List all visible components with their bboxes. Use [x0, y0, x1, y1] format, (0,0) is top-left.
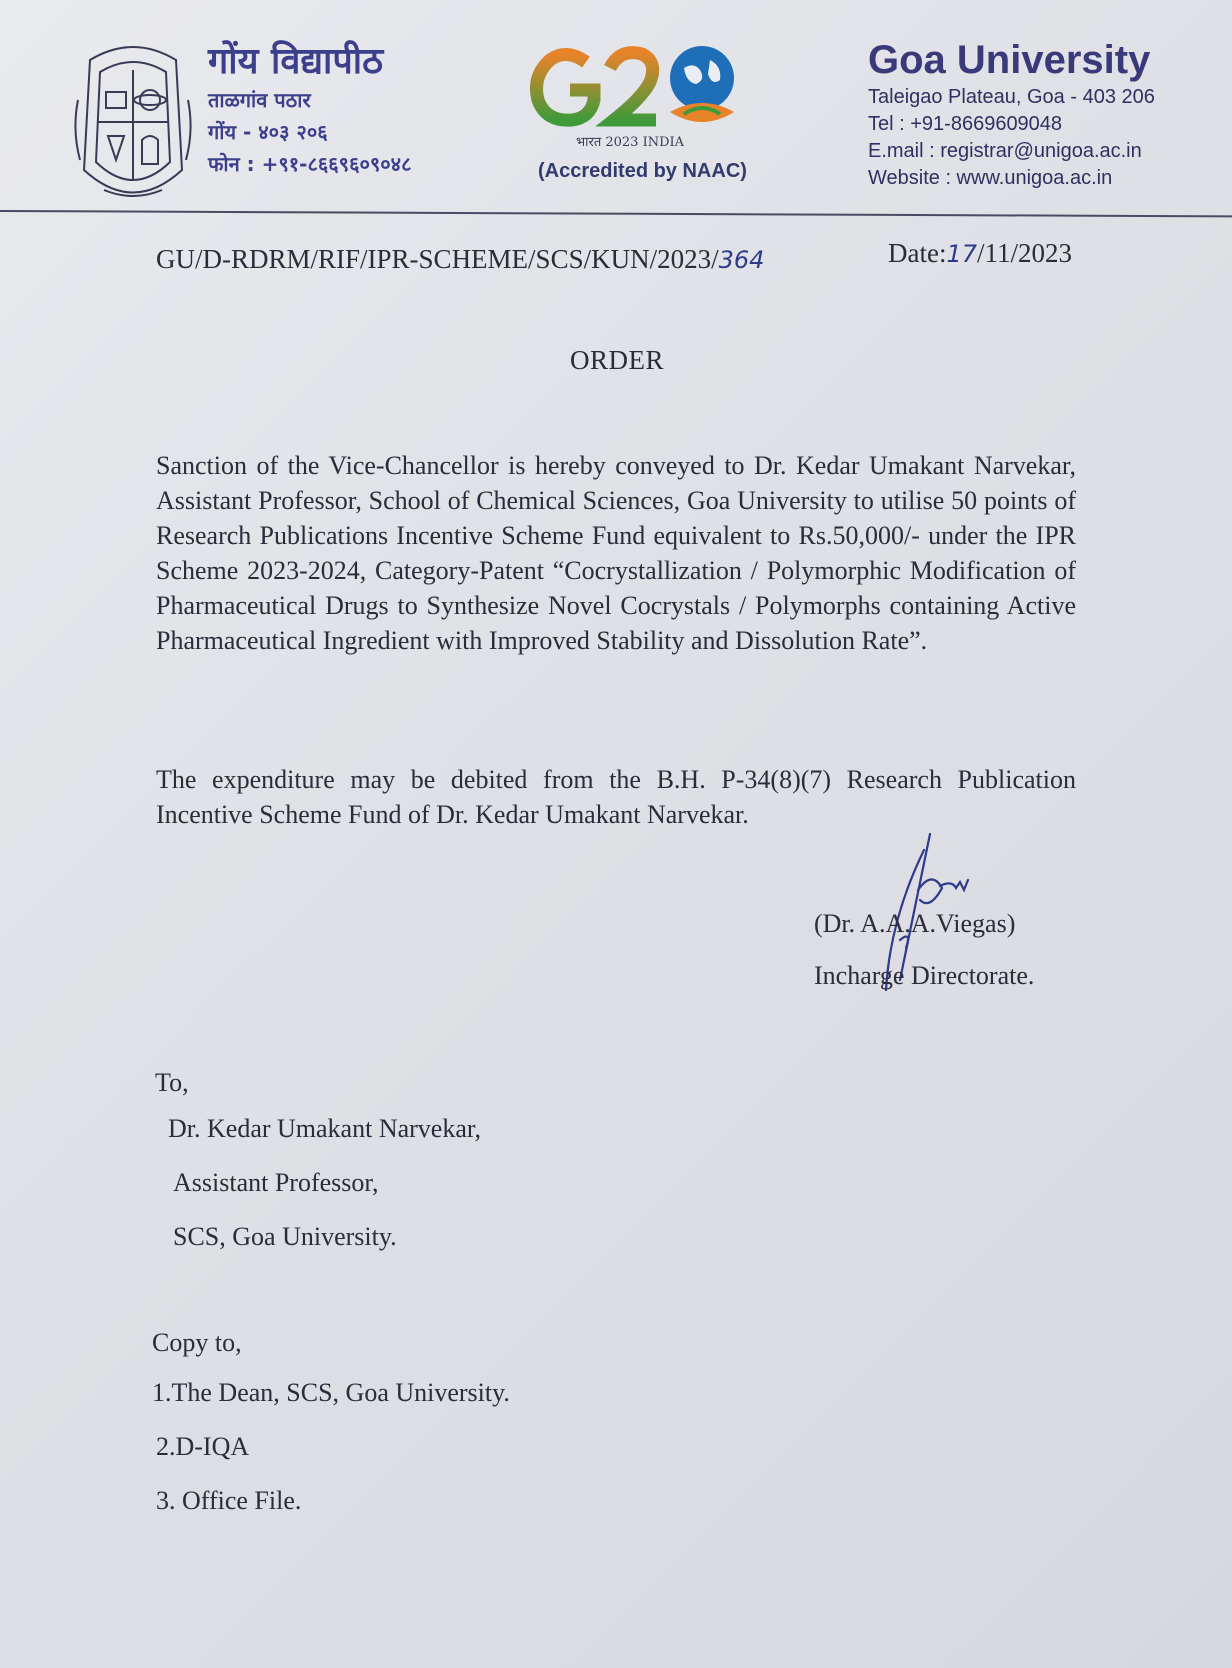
addressee-label: To,	[155, 1068, 189, 1097]
addressee-department: SCS, Goa University.	[173, 1222, 397, 1251]
date-label: Date:	[888, 238, 947, 268]
signatory-name: (Dr. A.A.A.Viegas)	[814, 909, 1016, 938]
university-email: E.mail : registrar@unigoa.ac.in	[868, 140, 1142, 162]
university-tel: Tel : +91-8669609048	[868, 113, 1063, 135]
signatory-designation: Incharge Directorate.	[814, 961, 1035, 990]
naac-accreditation: (Accredited by NAAC)	[538, 160, 747, 182]
marathi-pincode-line: गोंय - ४०३ २०६	[208, 120, 328, 144]
sanction-paragraph: Sanction of the Vice-Chancellor is hereby conveyed to Dr. Kedar Umakant Narvekar, Assistant Professor, School of Chemical Sciences, Goa University to utilise 50 points of Research Publications Incentive Scheme Fund equivalent to Rs.50,000/- under the IPR Scheme 2023-2024, Category-Patent “Cocrystallization / Polymorphic Modification of Pharmaceutical Drugs to Synthesize Novel Cocrystals / Polymorphs containing Active Pharmaceutical Ingredient with Improved Stability and Dissolution Rate”.	[156, 451, 1076, 655]
university-address: Taleigao Plateau, Goa - 403 206	[868, 86, 1155, 108]
university-name: Goa University	[868, 38, 1151, 82]
date-day-handwritten: 17	[946, 240, 978, 268]
g20-logo	[524, 40, 747, 190]
university-website: Website : www.unigoa.ac.in	[868, 167, 1113, 189]
marathi-phone-line: फोन : +९१-८६६९६०९०४८	[208, 152, 412, 176]
reference-number	[156, 244, 764, 275]
marathi-university-name: गोंय विद्यापीठ	[208, 41, 384, 82]
addressee-name: Dr. Kedar Umakant Narvekar,	[168, 1114, 481, 1143]
g20-emblem-icon	[524, 40, 744, 140]
english-letterhead	[868, 36, 1155, 192]
copy-to-item: 1.The Dean, SCS, Goa University.	[152, 1378, 510, 1407]
marathi-address-line: ताळगांव पठार	[208, 88, 311, 112]
signatory-block	[814, 898, 1034, 1002]
order-title: ORDER	[570, 345, 665, 375]
reference-number-handwritten: 364	[718, 246, 765, 274]
copy-to-item: 2.D-IQA	[156, 1432, 250, 1461]
letterhead-divider	[0, 210, 1232, 217]
copy-to-item: 3. Office File.	[156, 1486, 302, 1515]
reference-number-printed: GU/D-RDRM/RIF/IPR-SCHEME/SCS/KUN/2023/	[156, 244, 719, 274]
g20-tagline: भारत 2023 INDIA	[576, 135, 685, 150]
order-date	[888, 238, 1072, 269]
expenditure-paragraph: The expenditure may be debited from the B.H. P-34(8)(7) Research Publication Incentive Scheme Fund of Dr. Kedar Umakant Narvekar.	[156, 765, 1076, 829]
addressee-designation: Assistant Professor,	[173, 1168, 379, 1197]
marathi-letterhead	[208, 40, 411, 180]
copy-to-label: Copy to,	[152, 1328, 242, 1357]
goa-university-seal-icon	[70, 40, 196, 208]
date-month-year: /11/2023	[977, 238, 1073, 268]
